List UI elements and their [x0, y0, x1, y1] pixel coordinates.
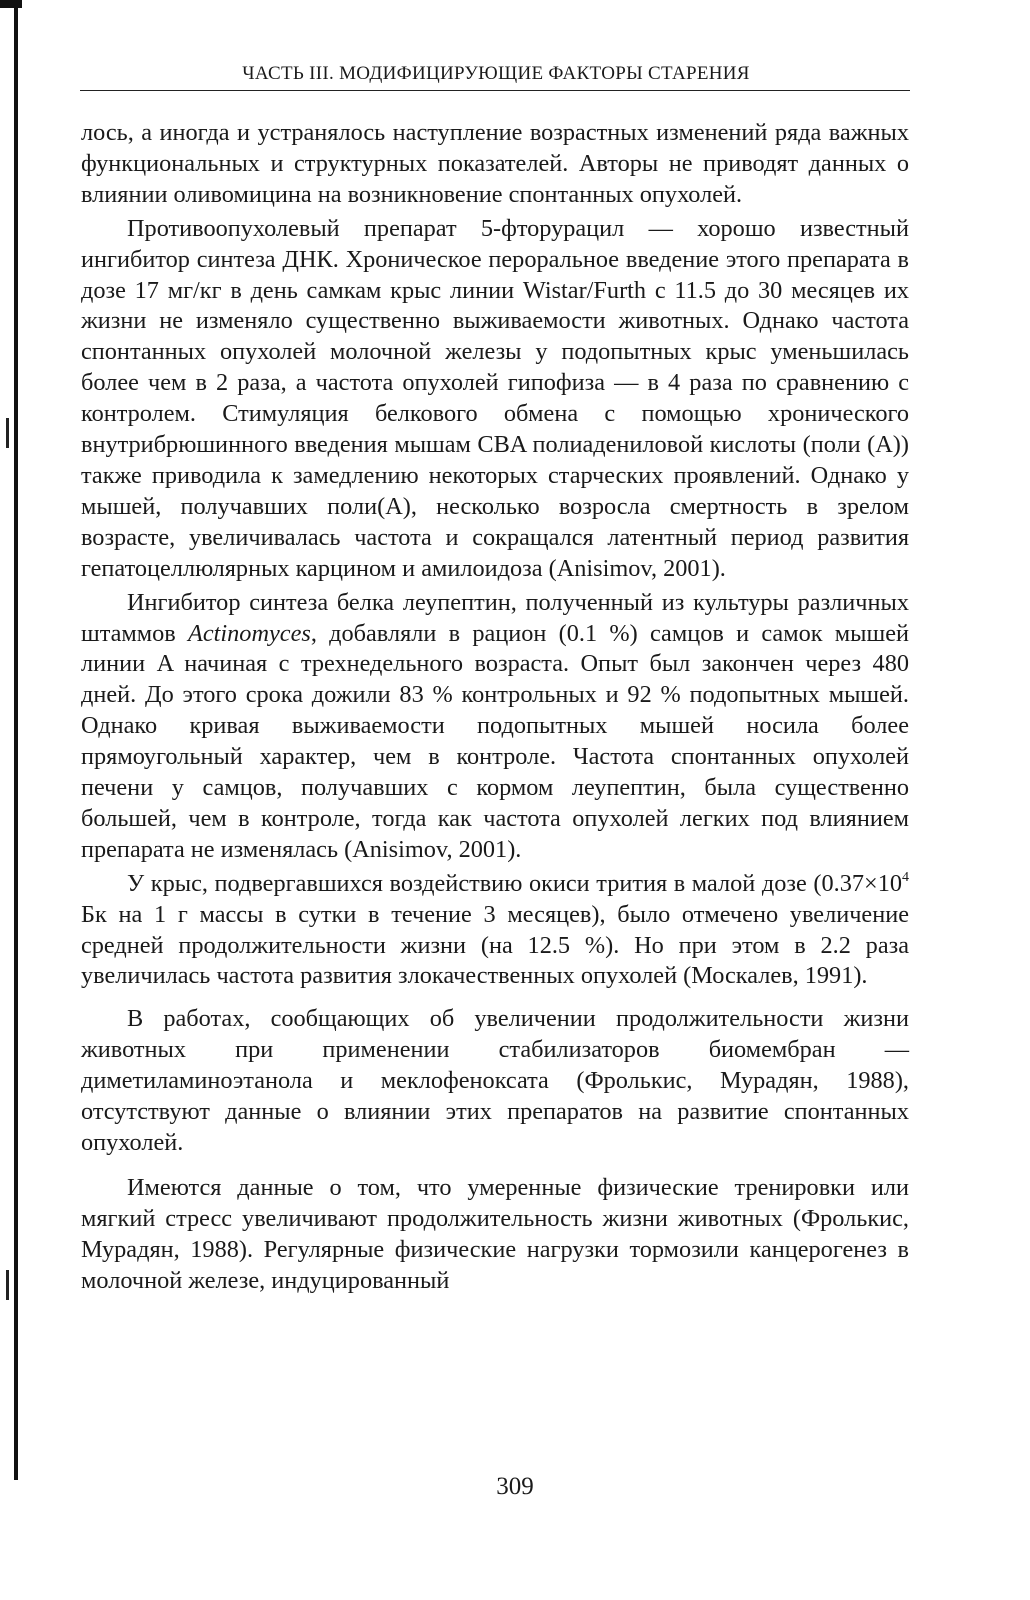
page-number: 309 — [496, 1473, 534, 1500]
paragraph-3 — [81, 588, 909, 866]
paragraph-6: Имеются данные о том, что умеренные физические тренировки или мягкий стресс увеличивают продолжительность жизни животных (Фролькис, Мурадян, 1988). Регулярные физические нагрузки тормозили канцерогенез в молочной железе, индуцированный — [81, 1173, 909, 1294]
paragraph-3-text-b: , добавляли в рацион (0.1 %) самцов и самок мышей линии A начиная с трехнедельного возраста. Опыт был закончен через 480 дней. До этого срока дожили 83 % контрольных и 92 % подопытных мышей. Однако кривая выживаемости подопытных мышей носила более прямоугольный характер, чем в контроле. Частота спонтанных опухолей печени у самцов, получавших с кормом леупептин, была существенно большей, чем в контроле, тогда как частота опухолей легких под влиянием препарата не изменялась (Anisimov, 2001). — [81, 619, 909, 863]
scan-edge — [0, 0, 22, 1600]
paragraph-4 — [81, 869, 909, 993]
running-head: ЧАСТЬ III. МОДИФИЦИРУЮЩИЕ ФАКТОРЫ СТАРЕНИЯ — [242, 63, 750, 84]
paragraph-5: В работах, сообщающих об увеличении продолжительности жизни животных при применении стабилизаторов биомембран — диметиламиноэтанола и меклофеноксата (Фролькис, Мурадян, 1988), отсутствуют данные о влиянии этих препаратов на развитие спонтанных опухолей. — [81, 1005, 909, 1156]
paragraph-4-text-b: Бк на 1 г массы в сутки в течение 3 месяцев), было отмечено увеличение средней продолжительности жизни (на 12.5 %). Но при этом в 2.2 раза увеличилась частота развития злокачественных опухолей (Москалев, 1991). — [81, 900, 909, 990]
paragraph-1: лось, а иногда и устранялось наступление возрастных изменений ряда важных функциональных и структурных показателей. Авторы не приводят данных о влиянии оливомицина на возникновение спонтанных опухолей. — [81, 119, 909, 208]
paragraph-4-exponent: 4 — [902, 869, 909, 885]
paragraph-4-text-a: У крыс, подвергавшихся воздействию окиси трития в малой дозе (0.37×10 — [127, 869, 902, 897]
scan-edge-tick — [0, 0, 22, 8]
scan-edge-mark — [6, 1270, 9, 1300]
header-rule — [80, 90, 910, 91]
body-text — [81, 118, 909, 1297]
paragraph-3-text-a: Ингибитор синтеза белка леупептин, полученный из культуры различных штаммов — [81, 588, 909, 647]
scan-edge-mark — [6, 418, 9, 448]
paragraph-3-genus: Actinomyces — [188, 619, 311, 647]
scan-edge-bar — [14, 0, 18, 1480]
paragraph-2: Противоопухолевый препарат 5-фторурацил — хорошо известный ингибитор синтеза ДНК. Хроническое пероральное введение этого препарата в дозе 17 мг/кг в день самкам крыс линии Wistar/Furth с 11.5 до 30 месяцев их жизни не изменяло существенно выживаемости животных. Однако частота спонтанных опухолей молочной железы у подопытных крыс уменьшилась более чем в 2 раза, а частота опухолей гипофиза — в 4 раза по сравнению с контролем. Стимуляция белкового обмена с помощью хронического внутрибрюшинного введения мышам CBA полиадениловой кислоты (поли (A)) также приводила к замедлению некоторых старческих проявлений. Однако у мышей, получавших поли(A), несколько возросла смертность в зрелом возрасте, увеличивалась частота и сокращался латентный период развития гепатоцеллюлярных карцином и амилоидоза (Anisimov, 2001). — [81, 214, 909, 582]
